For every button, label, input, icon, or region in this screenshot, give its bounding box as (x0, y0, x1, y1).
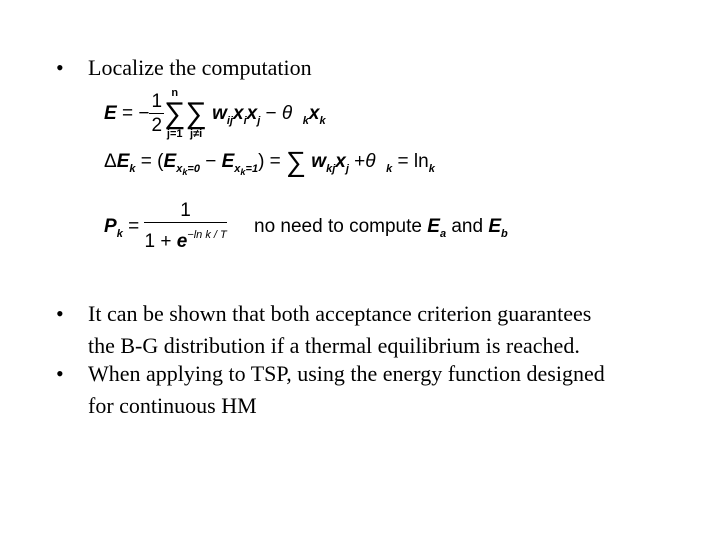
bullet-marker: • (56, 55, 64, 80)
bullet-marker: • (56, 301, 64, 326)
bullet-text-line-1: It can be shown that both acceptance criterion guarantees (88, 301, 592, 326)
half-fraction: $\frac{1}{2}$ (151, 90, 163, 136)
probability-equation: $P_k$ = $\frac{1}{1 + e^{-ln k / T}}$ no need to compute $E_a$ and $E_b$ (104, 200, 508, 252)
note-text: no need to compute (254, 216, 422, 238)
sum-symbol-inner: ∑ j≠i (185, 97, 207, 140)
probability-fraction: $\frac{1}{1 + e^{-ln k / T}}$ (144, 200, 227, 252)
energy-equation: E = − $\frac{1}{2}$ n ∑ j=1 ∑ j≠i $w_{ij}x_ix_j - \theta$ $_kx_k$ (104, 87, 326, 140)
sum-symbol-outer: n ∑ j=1 (164, 87, 186, 140)
bullet-text: Localize the computation (88, 55, 312, 80)
bullet-marker: • (56, 361, 64, 386)
bullet-text-line-2: for continuous HM (88, 393, 257, 418)
note-and: and (451, 216, 484, 238)
delta-energy-equation: $\Delta E_k = (E_{x_k=0} - E_{x_k=1})$ = ∑ $w_{kj}x_j +\theta$ $_k = \ln_k$ (104, 146, 435, 178)
bullet-text-line-2: the B-G distribution if a thermal equilibrium is reached. (88, 333, 580, 358)
bullet-text-line-1: When applying to TSP, using the energy function designed (88, 361, 605, 386)
